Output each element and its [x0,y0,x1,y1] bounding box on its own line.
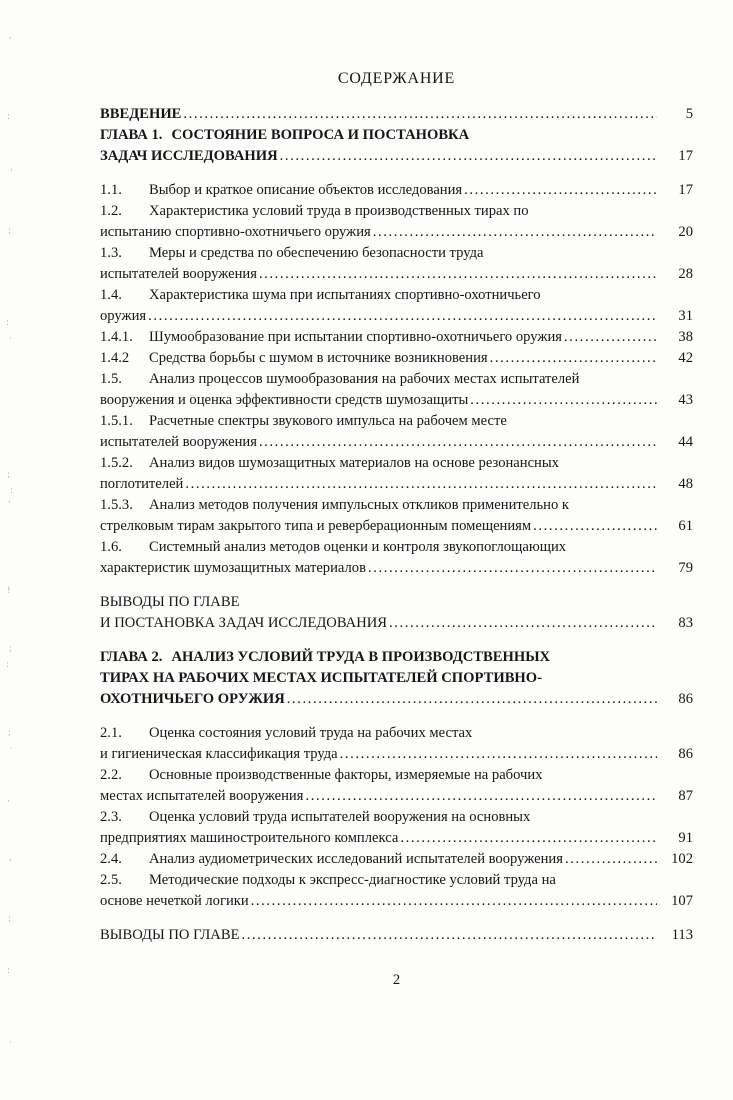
dot-leader [398,828,657,849]
toc-entry [100,723,693,765]
toc-entry-text: основе нечеткой логики [100,893,249,909]
dot-leader [468,390,657,411]
page-title: СОДЕРЖАНИЕ [337,70,456,87]
toc-entry-text: Оценка состояния условий труда на рабочих местах [149,725,473,741]
toc-entry [100,369,693,411]
toc-line [100,537,693,558]
toc-entry-number: 1.5.2. [100,455,133,471]
toc-entry-text: стрелковым тирам закрытого типа и реверберационным помещениям [100,518,532,534]
dot-leader [257,264,657,285]
toc-entry-number: 2.2. [100,767,122,783]
toc-page-number: 38 [678,329,693,345]
toc-line [100,453,693,474]
toc-entry-text: Меры и средства по обеспечению безопасности труда [149,245,484,261]
toc-line [100,765,693,786]
scan-artifact: ; [9,644,13,654]
toc-entry-text: СОСТОЯНИЕ ВОПРОСА И ПОСТАНОВКА [171,127,470,143]
toc-entry-text: ТИРАХ НА РАБОЧИХ МЕСТАХ ИСПЫТАТЕЛЕЙ СПОРТИВНО- [100,670,542,686]
toc-line [100,647,693,668]
toc-line [100,306,693,327]
toc-page-number: 113 [671,927,693,943]
dot-leader [183,474,657,495]
toc-line [100,925,693,946]
toc-entry-text: Расчетные спектры звукового импульса на рабочем месте [149,413,507,429]
toc-line [100,180,693,201]
scan-artifact: ' [8,500,11,510]
toc-entry-text: Выбор и краткое описание объектов исследования [149,182,463,198]
dot-leader [303,786,657,807]
toc-entry-number: 1.2. [100,203,122,219]
toc-entry [100,592,693,634]
scan-artifact: : [6,318,10,328]
toc-entry [100,348,693,369]
toc-entry [100,411,693,453]
toc-entry [100,849,693,870]
toc-entry-text: Характеристика шума при испытаниях спортивно-охотничьего [149,287,541,303]
scan-artifact: ! [7,586,11,596]
toc-entry [100,537,693,579]
toc-entry [100,870,693,912]
toc-line [100,786,693,807]
toc-line [100,592,693,613]
toc-line [100,201,693,222]
toc-entry [100,327,693,348]
toc-entry-text: АНАЛИЗ УСЛОВИЙ ТРУДА В ПРОИЗВОДСТВЕННЫХ [171,649,551,665]
toc-entry [100,495,693,537]
toc-page-number: 28 [678,266,693,282]
scan-artifact: · [9,1038,12,1048]
toc-line [100,348,693,369]
toc-entry [100,285,693,327]
dot-leader [562,327,657,348]
toc-page-number: 86 [678,746,693,762]
dot-leader [563,849,657,870]
dot-leader [387,613,657,634]
toc-entry-text: Анализ методов получения импульсных откликов применительно к [149,497,570,513]
toc-entry-number: 1.1. [100,182,122,198]
toc-entry-number: 1.4. [100,287,122,303]
dot-leader [240,925,658,946]
toc-line [100,285,693,306]
toc-line [100,264,693,285]
toc-page-number: 87 [678,788,693,804]
toc-page-number: 20 [678,224,693,240]
toc-line [100,849,693,870]
toc-entry-text: предприятиях машиностроительного комплекса [100,830,399,846]
toc-entry-text: ВВЕДЕНИЕ [100,106,182,122]
toc-entry-text: ОХОТНИЧЬЕГО ОРУЖИЯ [100,691,285,707]
dot-leader [278,146,657,167]
scan-artifact: : [10,486,14,496]
toc-entry-text: Системный анализ методов оценки и контроля звукопоглощающих [149,539,567,555]
toc-line [100,327,693,348]
toc-entry-text: вооружения и оценка эффективности средств шумозащиты [100,392,469,408]
toc-entry-text: Характеристика условий труда в производственных тирах по [149,203,529,219]
toc-entry-number: 2.3. [100,809,122,825]
scan-artifact: · [9,334,12,344]
dot-leader [285,689,657,710]
dot-leader [146,306,657,327]
toc-line [100,807,693,828]
scan-artifact: : [7,112,11,122]
toc-entry-number: 2.5. [100,872,122,888]
toc-line [100,558,693,579]
toc-page-number: 44 [678,434,693,450]
scan-artifact: ; [8,226,12,236]
toc-page-number: 43 [678,392,693,408]
dot-leader [371,222,657,243]
scan-artifact: ; [7,470,11,480]
toc-line [100,668,693,689]
toc-entry-text: местах испытателей вооружения [100,788,304,804]
toc-page-number: 79 [678,560,693,576]
toc-entry [100,125,693,167]
dot-leader [338,744,657,765]
toc-page-number: 5 [685,106,693,122]
toc-entry-number: 1.5.3. [100,497,133,513]
toc-entry-text: поглотителей [100,476,184,492]
toc-page-number: 83 [678,615,693,631]
dot-leader [257,432,657,453]
toc-entry-text: Анализ видов шумозащитных материалов на основе резонансных [149,455,559,471]
dot-leader [249,891,657,912]
toc-page-number: 17 [678,148,693,164]
scan-artifact: ' [9,858,12,868]
toc-entry-number: 2.1. [100,725,122,741]
toc-line [100,125,693,146]
toc-entry-number: 1.6. [100,539,122,555]
toc-line [100,390,693,411]
toc-page-number: 42 [678,350,693,366]
scan-artifact: , [7,794,10,804]
toc-entry-text: испытанию спортивно-охотничьего оружия [100,224,371,240]
dot-leader [531,516,657,537]
toc-entry-text: Анализ аудиометрических исследований испытателей вооружения [149,851,563,867]
toc-entry-number: 2.4. [100,851,122,867]
toc-line [100,828,693,849]
table-of-contents [100,104,693,946]
toc-line [100,222,693,243]
scan-artifact: : [7,966,11,976]
toc-page-number: 48 [678,476,693,492]
toc-line [100,432,693,453]
toc-entry-number: 1.5. [100,371,122,387]
toc-line [100,891,693,912]
scan-artifact: · [10,744,13,754]
scan-artifact: ; [8,914,12,924]
toc-entry [100,765,693,807]
toc-entry-number: 1.4.1. [100,329,133,345]
toc-line [100,613,693,634]
dot-leader [366,558,657,579]
scan-artifact: ' [10,168,13,178]
toc-entry-number: ГЛАВА 2. [100,649,163,665]
toc-entry-text: оружия [100,308,147,324]
toc-entry [100,201,693,243]
toc-entry-text: характеристик шумозащитных материалов [100,560,366,576]
toc-entry-number: 1.5.1. [100,413,133,429]
toc-entry-text: ВЫВОДЫ ПО ГЛАВЕ [100,927,240,943]
toc-line [100,243,693,264]
toc-line [100,870,693,891]
scan-artifact: : [6,660,10,670]
toc-entry [100,180,693,201]
toc-line [100,495,693,516]
toc-entry [100,243,693,285]
toc-line [100,369,693,390]
toc-entry-text: испытателей вооружения [100,266,257,282]
toc-page-number: 102 [671,851,693,867]
toc-line [100,689,693,710]
toc-entry [100,807,693,849]
toc-entry-number: 1.4.2 [100,350,130,366]
toc-entry-text: ВЫВОДЫ ПО ГЛАВЕ [100,594,240,610]
toc-entry [100,647,693,710]
toc-page-number: 91 [678,830,693,846]
toc-entry-number: 1.3. [100,245,122,261]
toc-page-number: 17 [678,182,693,198]
toc-entry-text: Средства борьбы с шумом в источнике возникновения [149,350,488,366]
toc-page-number: 31 [678,308,693,324]
toc-entry-text: Анализ процессов шумообразования на рабочих местах испытателей [149,371,580,387]
page-number: 2 [392,972,401,988]
toc-entry-text: и гигиеническая классификация труда [100,746,338,762]
dot-leader [462,180,657,201]
toc-entry [100,453,693,495]
toc-line [100,744,693,765]
toc-entry-text: Методические подходы к экспресс-диагностике условий труда на [149,872,556,888]
toc-entry-number: ГЛАВА 1. [100,127,163,143]
toc-entry-text: Шумообразование при испытании спортивно-охотничьего оружия [149,329,562,345]
toc-line [100,104,693,125]
dot-leader [181,104,657,125]
toc-page-number: 107 [671,893,693,909]
toc-entry-text: И ПОСТАНОВКА ЗАДАЧ ИССЛЕДОВАНИЯ [100,615,388,631]
toc-page-number: 61 [678,518,693,534]
toc-entry-text: испытателей вооружения [100,434,257,450]
toc-line [100,411,693,432]
toc-line [100,146,693,167]
dot-leader [488,348,657,369]
toc-line [100,516,693,537]
toc-page-number: 86 [678,691,693,707]
toc-entry-text: ЗАДАЧ ИССЛЕДОВАНИЯ [100,148,278,164]
scan-artifact: ' [9,36,12,46]
toc-entry-text: Основные производственные факторы, измеряемые на рабочих [149,767,543,783]
toc-entry-text: Оценка условий труда испытателей вооружения на основных [149,809,531,825]
toc-entry [100,925,693,946]
toc-line [100,474,693,495]
toc-entry [100,104,693,125]
toc-line [100,723,693,744]
scan-artifact: ; [8,728,12,738]
